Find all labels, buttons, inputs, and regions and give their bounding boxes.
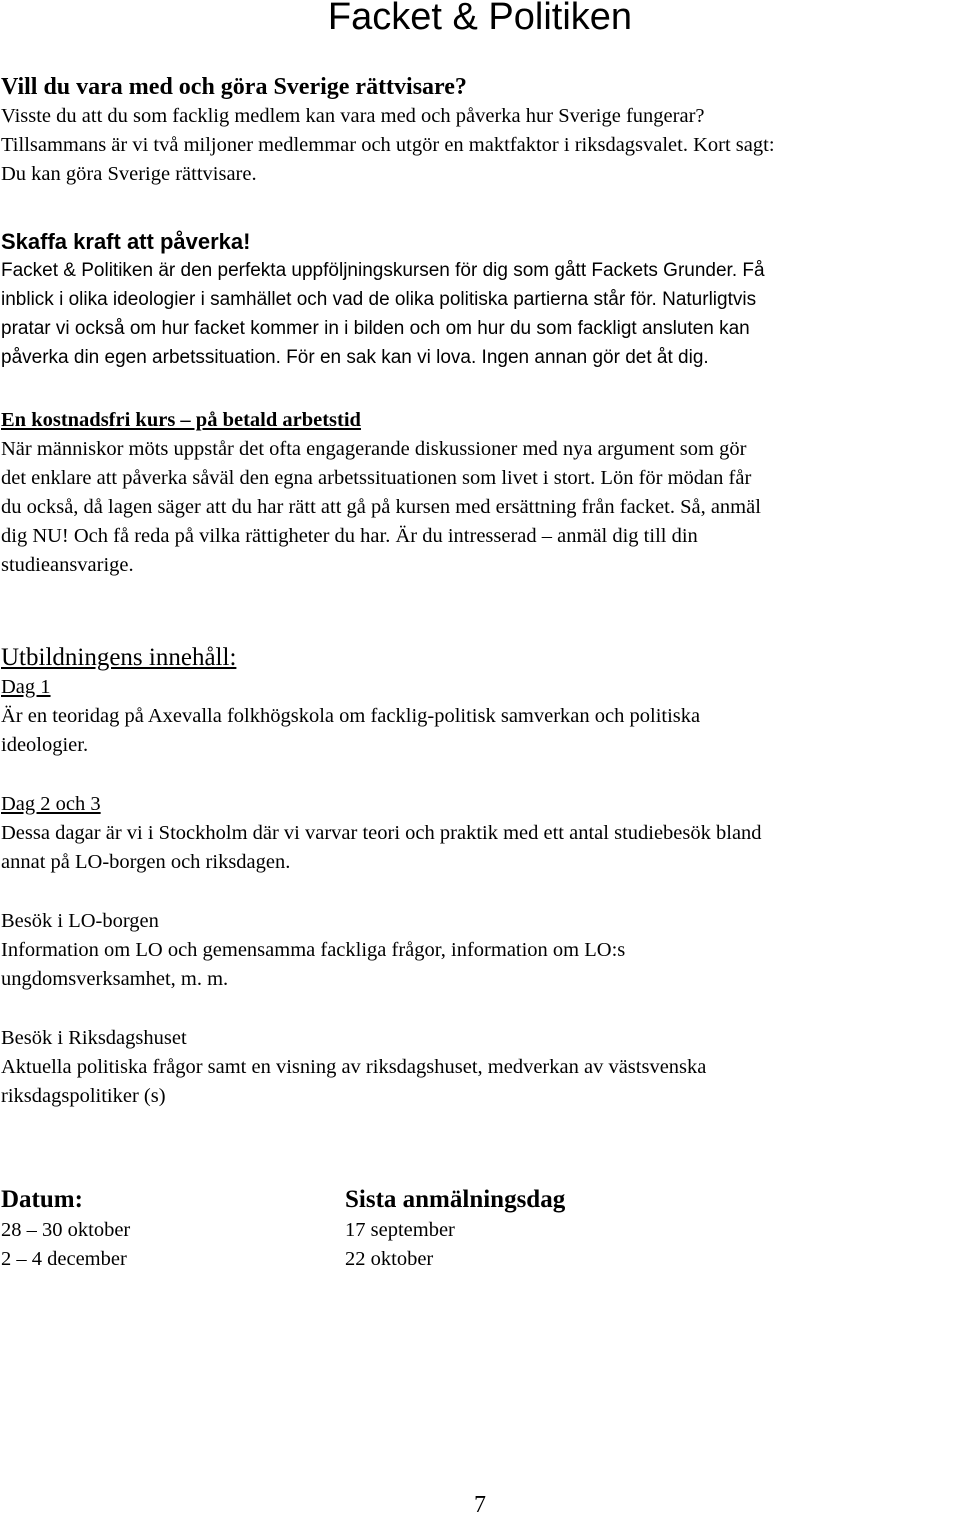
dates-column (1, 1185, 130, 1274)
riksdag-label: Besök i Riksdagshuset (1, 1027, 187, 1049)
kostnad-section (1, 406, 956, 580)
lo-line: ungdomsverksamhet, m. m. (1, 968, 229, 990)
date-value: 28 – 30 oktober (1, 1219, 131, 1241)
kostnad-line: studieansvarige. (1, 554, 134, 576)
kostnad-heading: En kostnadsfri kurs – på betald arbetstid (1, 409, 361, 431)
day1-line: ideologier. (1, 734, 89, 756)
day1-line: Är en teoridag på Axevalla folkhögskola om facklig-politisk samverkan och politiska (1, 705, 701, 727)
skaffa-line: Facket & Politiken är den perfekta uppföljningskursen för dig som gått Fackets Grunder. Få (1, 260, 765, 281)
lo-line: Information om LO och gemensamma fackliga frågor, information om LO:s (1, 939, 626, 961)
deadline-heading: Sista anmälningsdag (345, 1186, 566, 1213)
lo-section (1, 907, 956, 994)
intro-heading: Vill du vara med och göra Sverige rättvisare? (1, 74, 467, 100)
intro-line: Tillsammans är vi två miljoner medlemmar och utgör en maktfaktor i riksdagsvalet. Kort sagt: (1, 134, 775, 156)
skaffa-line: påverka din egen arbetssituation. För en sak kan vi lova. Ingen annan gör det åt dig. (1, 347, 709, 368)
intro-section (1, 72, 956, 189)
day1-label: Dag 1 (1, 676, 51, 698)
intro-line: Visste du att du som facklig medlem kan vara med och påverka hur Sverige fungerar? (1, 105, 705, 127)
kostnad-line: det enklare att påverka såväl den egna arbetssituationen som livet i stort. Lön för mödan får (1, 467, 752, 489)
kostnad-line: dig NU! Och få reda på vilka rättigheter du har. Är du intresserad – anmäl dig till din (1, 525, 698, 547)
day23-line: Dessa dagar är vi i Stockholm där vi varvar teori och praktik med ett antal studiebesök bland (1, 822, 762, 844)
page-title: Facket & Politiken (327, 0, 633, 38)
riksdag-line: Aktuella politiska frågor samt en visning av riksdagshuset, medverkan av västsvenska (1, 1056, 707, 1078)
date-value: 2 – 4 december (1, 1248, 127, 1270)
kostnad-line: När människor möts uppstår det ofta engagerande diskussioner med nya argument som gör (1, 438, 747, 460)
day23-section (1, 790, 956, 877)
riksdag-line: riksdagspolitiker (s) (1, 1085, 166, 1107)
deadline-value: 17 september (345, 1219, 455, 1241)
dates-heading: Datum: (1, 1186, 83, 1213)
intro-line: Du kan göra Sverige rättvisare. (1, 163, 257, 185)
riksdag-section (1, 1024, 956, 1111)
skaffa-line: inblick i olika ideologier i samhället och vad de olika politiska partierna står för. Naturligtvis (1, 289, 757, 310)
content-section (1, 642, 956, 760)
skaffa-section (1, 227, 956, 372)
kostnad-line: du också, då lagen säger att du har rätt att gå på kursen med ersättning från facket. Så, anmäl (1, 496, 761, 518)
deadline-column (345, 1185, 565, 1274)
day23-line: annat på LO-borgen och riksdagen. (1, 851, 291, 873)
deadline-value: 22 oktober (345, 1248, 434, 1270)
lo-label: Besök i LO-borgen (1, 910, 159, 932)
page-number: 7 (474, 1492, 486, 1518)
content-heading: Utbildningens innehåll: (1, 644, 237, 671)
skaffa-heading: Skaffa kraft att påverka! (1, 229, 251, 254)
skaffa-line: pratar vi också om hur facket kommer in i bilden och om hur du som fackligt ansluten kan (1, 318, 750, 339)
day23-label: Dag 2 och 3 (1, 793, 101, 815)
